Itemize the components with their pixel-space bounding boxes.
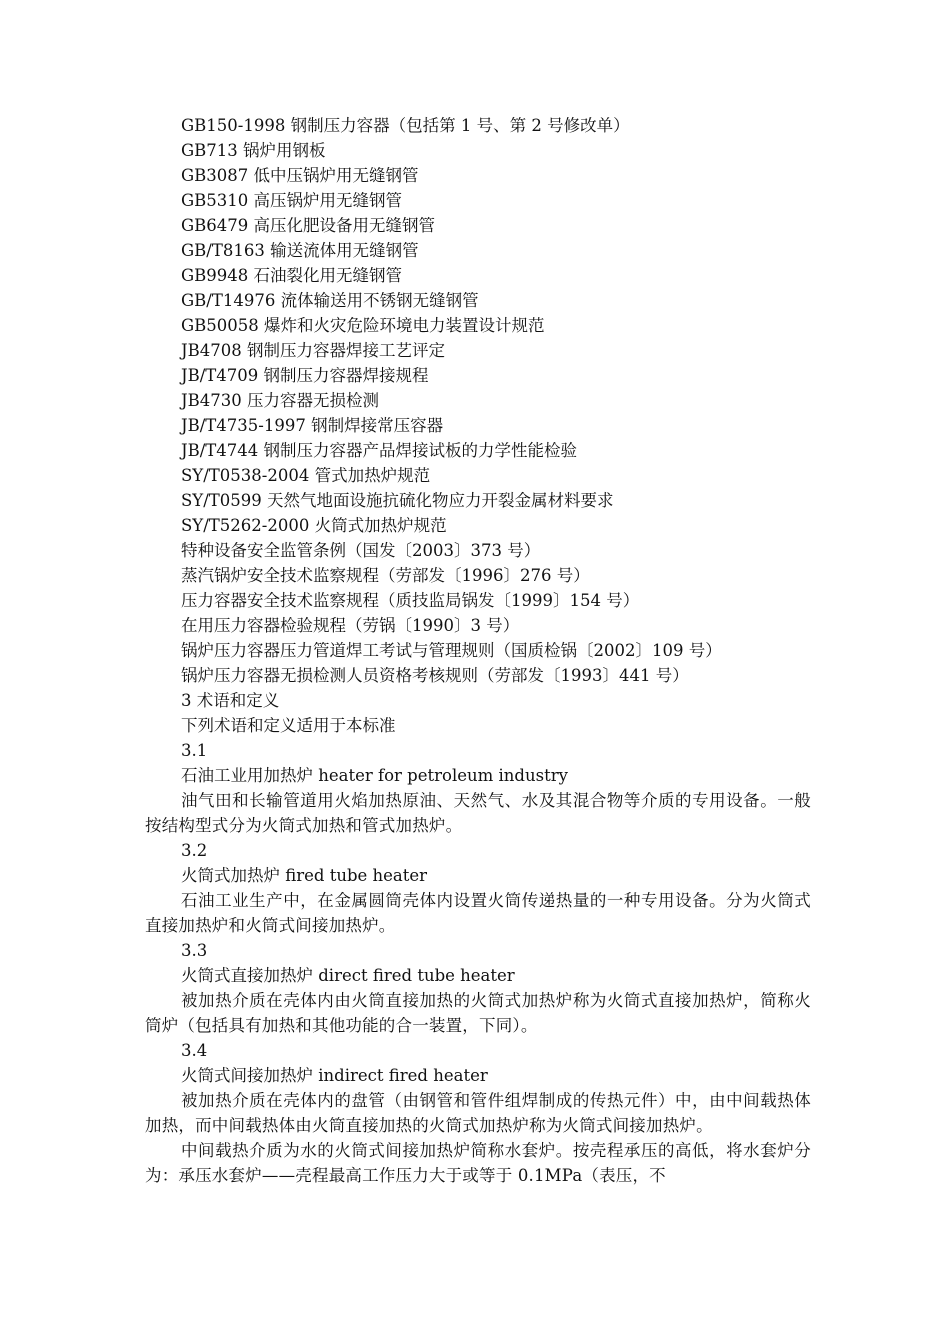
term-entry xyxy=(145,938,811,1038)
term-title: 火筒式间接加热炉 indirect fired heater xyxy=(181,1066,488,1085)
term-entry xyxy=(145,1038,811,1138)
term-definition: 被加热介质在壳体内的盘管（由钢管和管件组焊制成的传热元件）中，由中间载热体加热，而中间载热体由火筒直接加热的火筒式加热炉称为火筒式间接加热炉。 xyxy=(145,1091,811,1135)
term-number: 3.2 xyxy=(181,841,208,860)
reference-item: 锅炉压力容器无损检测人员资格考核规则（劳部发〔1993〕441 号） xyxy=(181,666,689,685)
reference-item: 蒸汽锅炉安全技术监察规程（劳部发〔1996〕276 号） xyxy=(181,566,590,585)
term-title: 火筒式直接加热炉 direct fired tube heater xyxy=(181,966,515,985)
term-number: 3.4 xyxy=(181,1041,208,1060)
reference-item: GB5310 高压锅炉用无缝钢管 xyxy=(181,191,403,210)
reference-item: GB/T8163 输送流体用无缝钢管 xyxy=(181,241,419,260)
reference-item: JB4708 钢制压力容器焊接工艺评定 xyxy=(181,341,445,360)
reference-item: JB/T4744 钢制压力容器产品焊接试板的力学性能检验 xyxy=(181,441,578,460)
term-definition: 油气田和长输管道用火焰加热原油、天然气、水及其混合物等介质的专用设备。一般按结构型式分为火筒式加热和管式加热炉。 xyxy=(145,791,811,835)
reference-item: GB713 锅炉用钢板 xyxy=(181,141,326,160)
term-title: 石油工业用加热炉 heater for petroleum industry xyxy=(181,766,568,785)
reference-item: GB6479 高压化肥设备用无缝钢管 xyxy=(181,216,436,235)
reference-item: 特种设备安全监管条例（国发〔2003〕373 号） xyxy=(181,541,541,560)
reference-item: GB/T14976 流体输送用不锈钢无缝钢管 xyxy=(181,291,479,310)
reference-item: GB3087 低中压锅炉用无缝钢管 xyxy=(181,166,419,185)
reference-list xyxy=(145,113,811,688)
term-entry xyxy=(145,738,811,838)
reference-item: GB9948 石油裂化用无缝钢管 xyxy=(181,266,403,285)
reference-item: 压力容器安全技术监察规程（质技监局锅发〔1999〕154 号） xyxy=(181,591,640,610)
reference-item: JB4730 压力容器无损检测 xyxy=(181,391,379,410)
reference-item: SY/T5262-2000 火筒式加热炉规范 xyxy=(181,516,447,535)
reference-item: JB/T4709 钢制压力容器焊接规程 xyxy=(181,366,429,385)
reference-item: JB/T4735-1997 钢制焊接常压容器 xyxy=(181,416,444,435)
reference-item: GB50058 爆炸和火灾危险环境电力装置设计规范 xyxy=(181,316,545,335)
term-number: 3.1 xyxy=(181,741,208,760)
reference-item: 锅炉压力容器压力管道焊工考试与管理规则（国质检锅〔2002〕109 号） xyxy=(181,641,722,660)
reference-item: 在用压力容器检验规程（劳锅〔1990〕3 号） xyxy=(181,616,520,635)
closing-paragraph: 中间载热介质为水的火筒式间接加热炉简称水套炉。按壳程承压的高低，将水套炉分为：承压水套炉——壳程最高工作压力大于或等于 0.1MPa（表压，不 xyxy=(145,1141,811,1185)
reference-item: SY/T0538-2004 管式加热炉规范 xyxy=(181,466,431,485)
document-body xyxy=(145,113,811,1188)
term-definition: 被加热介质在壳体内由火筒直接加热的火筒式加热炉称为火筒式直接加热炉，简称火筒炉（包括具有加热和其他功能的合一装置，下同）。 xyxy=(145,991,811,1035)
reference-item: SY/T0599 天然气地面设施抗硫化物应力开裂金属材料要求 xyxy=(181,491,614,510)
term-number: 3.3 xyxy=(181,941,208,960)
term-entry xyxy=(145,838,811,938)
term-title: 火筒式加热炉 fired tube heater xyxy=(181,866,428,885)
reference-item: GB150-1998 钢制压力容器（包括第 1 号、第 2 号修改单） xyxy=(181,116,630,135)
term-definition: 石油工业生产中，在金属圆筒壳体内设置火筒传递热量的一种专用设备。分为火筒式直接加热炉和火筒式间接加热炉。 xyxy=(145,891,811,935)
section-intro: 下列术语和定义适用于本标准 xyxy=(181,716,396,735)
section-heading: 3 术语和定义 xyxy=(181,691,280,710)
